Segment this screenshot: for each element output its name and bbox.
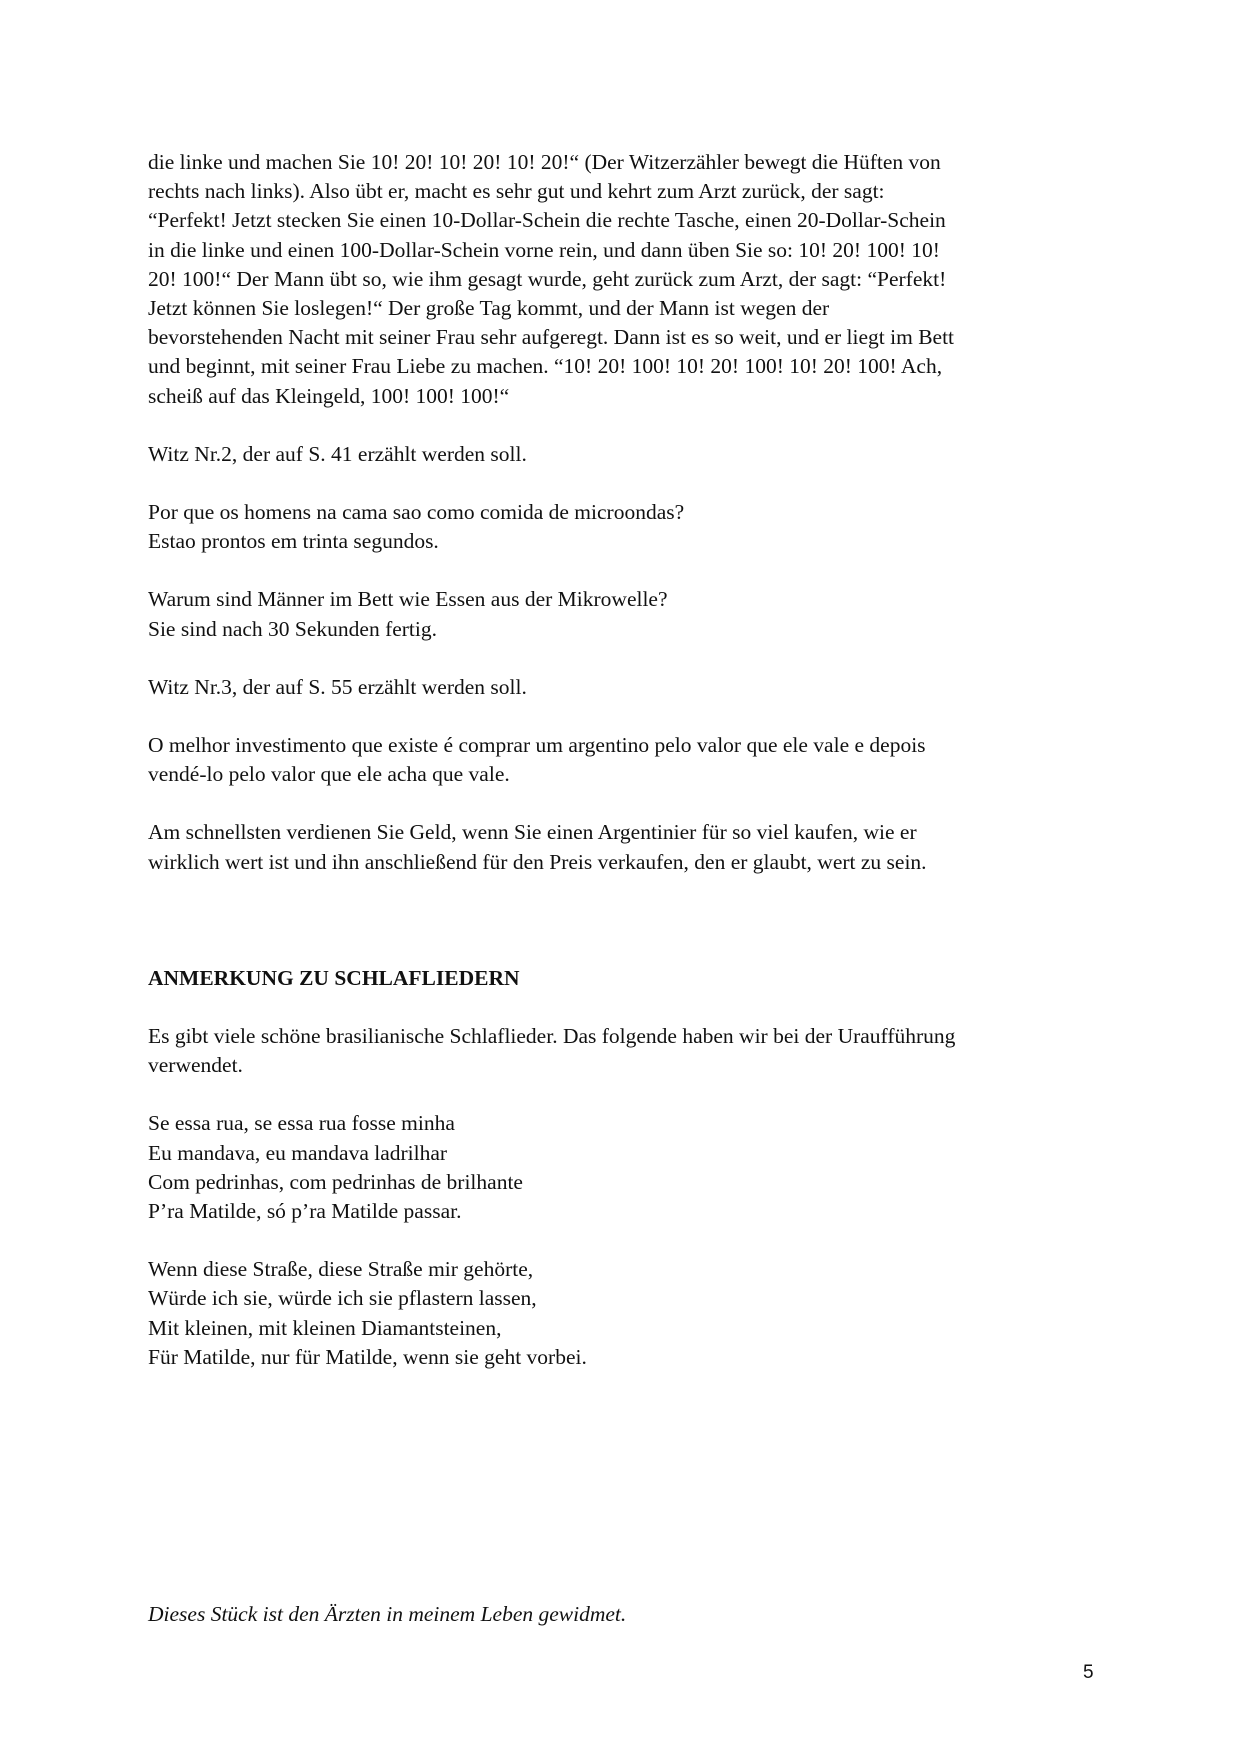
text-line: verwendet.	[148, 1053, 243, 1078]
joke3-intro	[148, 673, 1108, 702]
text-line: rechts nach links). Also übt er, macht es sehr gut und kehrt zum Arzt zurück, der sagt:	[148, 179, 885, 204]
text-line: die linke und machen Sie 10! 20! 10! 20! 10! 20!“ (Der Witzerzähler bewegt die Hüften von	[148, 150, 941, 174]
text-line: vendé-lo pelo valor que ele acha que vale.	[148, 762, 510, 787]
page-number: 5	[1083, 1662, 1094, 1683]
joke2-portuguese	[148, 498, 1108, 556]
text-line: in die linke und einen 100-Dollar-Schein vorne rein, und dann üben Sie so: 10! 20! 100! 10!	[148, 237, 940, 262]
verse-line: Eu mandava, eu mandava ladrilhar	[148, 1140, 448, 1165]
lullaby-german-verse	[148, 1255, 1108, 1372]
verse-line: Se essa rua, se essa rua fosse minha	[148, 1111, 455, 1136]
joke1-ending-paragraph	[148, 148, 1108, 411]
text-line: bevorstehenden Nacht mit seiner Frau sehr aufgeregt. Dann ist es so weit, und er liegt im Bett	[148, 325, 955, 350]
text-line: Estao prontos em trinta segundos.	[148, 529, 439, 554]
text-line: Am schnellsten verdienen Sie Geld, wenn Sie einen Argentinier für so viel kaufen, wie er	[148, 820, 917, 845]
verse-line: Com pedrinhas, com pedrinhas de brilhante	[148, 1169, 523, 1194]
text-line: Witz Nr.2, der auf S. 41 erzählt werden soll.	[148, 441, 527, 466]
joke3-german	[148, 818, 1108, 876]
dedication-text: Dieses Stück ist den Ärzten in meinem Leben gewidmet.	[148, 1602, 627, 1626]
text-line: 20! 100!“ Der Mann übt so, wie ihm gesagt wurde, geht zurück zum Arzt, der sagt: “Perfekt!	[148, 266, 947, 291]
text-line: Es gibt viele schöne brasilianische Schlaflieder. Das folgende haben wir bei der Uraufführung	[148, 1024, 956, 1049]
text-line: Warum sind Männer im Bett wie Essen aus der Mikrowelle?	[148, 587, 668, 612]
joke2-intro	[148, 440, 1108, 469]
lullaby-portuguese-verse	[148, 1109, 1108, 1226]
text-line: wirklich wert ist und ihn anschließend für den Preis verkaufen, den er glaubt, wert zu sein.	[148, 849, 927, 874]
text-line: Witz Nr.3, der auf S. 55 erzählt werden soll.	[148, 674, 527, 699]
joke3-portuguese	[148, 731, 1108, 789]
verse-line: Für Matilde, nur für Matilde, wenn sie geht vorbei.	[148, 1344, 587, 1369]
text-line: O melhor investimento que existe é comprar um argentino pelo valor que ele vale e depois	[148, 733, 926, 758]
text-line: Sie sind nach 30 Sekunden fertig.	[148, 616, 438, 641]
page-content	[148, 148, 1108, 1401]
verse-line: Wenn diese Straße, diese Straße mir gehörte,	[148, 1257, 534, 1282]
text-line: und beginnt, mit seiner Frau Liebe zu machen. “10! 20! 100! 10! 20! 100! 10! 20! 100! Ach,	[148, 354, 943, 379]
joke2-german	[148, 585, 1108, 643]
verse-line: P’ra Matilde, só p’ra Matilde passar.	[148, 1199, 462, 1224]
verse-line: Mit kleinen, mit kleinen Diamantsteinen,	[148, 1315, 502, 1340]
text-line: Por que os homens na cama sao como comida de microondas?	[148, 500, 685, 525]
text-line: scheiß auf das Kleingeld, 100! 100! 100!“	[148, 383, 510, 408]
section-heading: ANMERKUNG ZU SCHLAFLIEDERN	[148, 965, 520, 990]
text-line: “Perfekt! Jetzt stecken Sie einen 10-Dollar-Schein die rechte Tasche, einen 20-Dollar-Schein	[148, 208, 946, 233]
text-line: Jetzt können Sie loslegen!“ Der große Tag kommt, und der Mann ist wegen der	[148, 296, 830, 321]
lullaby-intro	[148, 1022, 1108, 1080]
verse-line: Würde ich sie, würde ich sie pflastern lassen,	[148, 1286, 537, 1311]
